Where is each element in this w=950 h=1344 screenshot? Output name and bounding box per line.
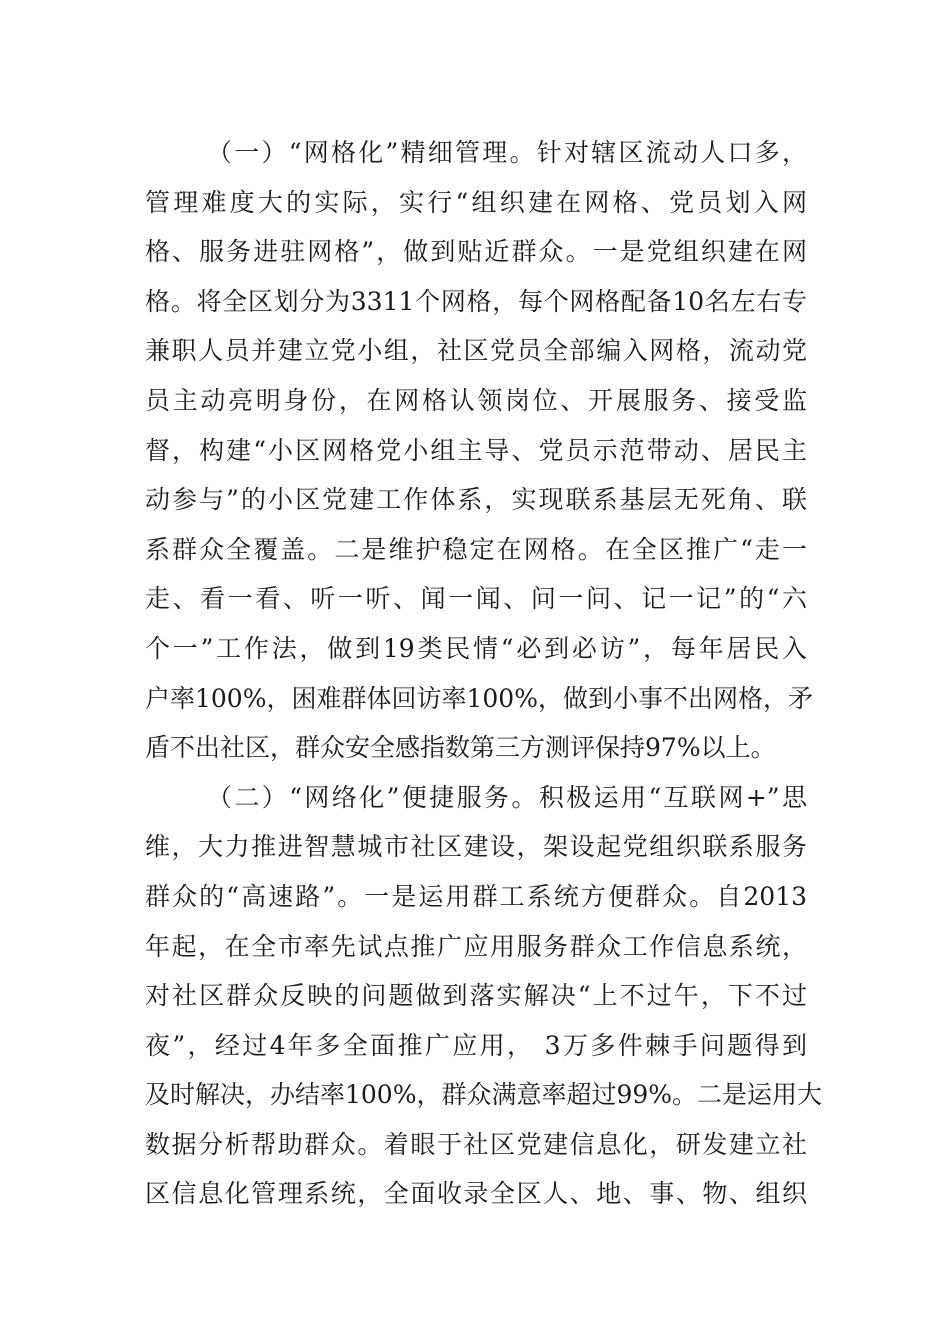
paragraph-2-line-6: 夜”，经过4年多全面推广应用， 3万多件棘手问题得到 [145,1030,807,1060]
paragraph-2-line-8: 数据分析帮助群众。着眼于社区党建信息化，研发建立社 [145,1129,807,1159]
paragraph-1-line-10: 走、看一看、听一听、闻一闻、问一问、记一记”的“六 [145,584,807,614]
paragraph-2-line-2: 维，大力推进智慧城市社区建设，架设起党组织联系服务 [145,832,807,862]
paragraph-1-line-13: 盾不出社区，群众安全感指数第三方测评保持97%以上。 [145,733,776,763]
paragraph-1-line-7: 督，构建“小区网格党小组主导、党员示范带动、居民主 [145,435,807,465]
paragraph-1-line-9: 系群众全覆盖。二是维护稳定在网格。在全区推广“走一 [145,534,807,564]
paragraph-1-line-6: 员主动亮明身份，在网格认领岗位、开展服务、接受监 [145,385,807,415]
paragraph-2-line-5: 对社区群众反映的问题做到落实解决“上不过午，下不过 [145,981,807,1011]
paragraph-1-line-12: 户率100%，困难群体回访率100%，做到小事不出网格，矛 [145,683,813,713]
paragraph-1-line-3: 格、服务进驻网格”，做到贴近群众。一是党组织建在网 [145,237,807,267]
paragraph-2-line-7: 及时解决，办结率100%，群众满意率超过99%。二是运用大 [145,1080,823,1110]
paragraph-2-line-4: 年起，在全市率先试点推广应用服务群众工作信息系统， [145,931,807,961]
paragraph-1-line-11: 个一”工作法，做到19类民情“必到必访”，每年居民入 [145,633,807,663]
paragraph-2-line-1: （二）“网络化”便捷服务。积极运用“互联网+”思 [207,782,807,812]
paragraph-2-line-3: 群众的“高速路”。一是运用群工系统方便群众。自2013 [145,881,807,911]
paragraph-1-line-5: 兼职人员并建立党小组，社区党员全部编入网格，流动党 [145,336,807,366]
paragraph-1-line-8: 动参与”的小区党建工作体系，实现联系基层无死角、联 [145,485,807,515]
paragraph-1-line-1: （一）“网格化”精细管理。针对辖区流动人口多， [207,138,807,167]
paragraph-2-line-9: 区信息化管理系统，全面收录全区人、地、事、物、组织 [145,1179,807,1209]
paragraph-1-line-2: 管理难度大的实际，实行“组织建在网格、党员划入网 [145,187,807,217]
paragraph-1-line-4: 格。将全区划分为3311个网格，每个网格配备10名左右专 [145,286,807,316]
body-text [145,128,823,1219]
